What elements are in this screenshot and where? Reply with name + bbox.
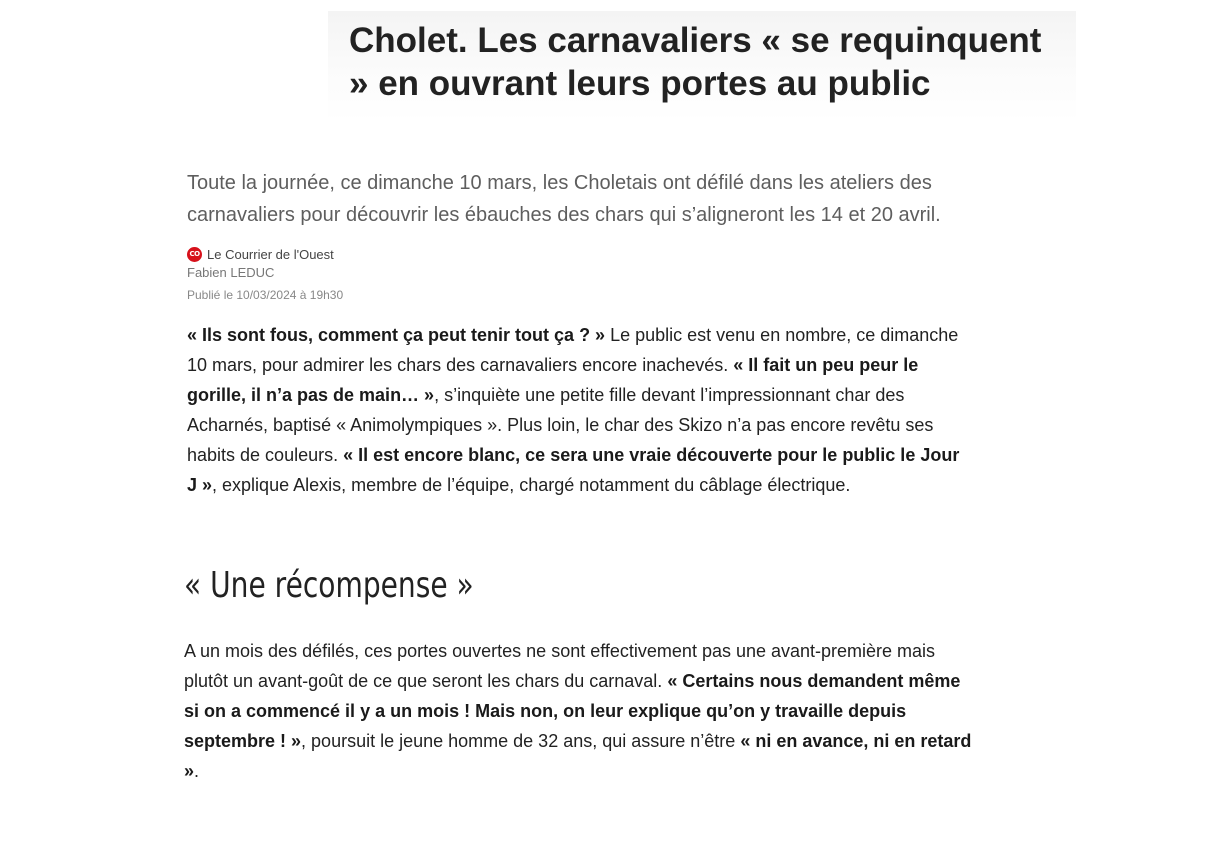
- quote: « Il fait un peu peur le gorille, il n’a pas de main… »: [187, 355, 919, 405]
- paragraph-text: , explique Alexis, membre de l’équipe, chargé notamment du câblage électrique.: [212, 475, 851, 495]
- article-lead: Toute la journée, ce dimanche 10 mars, les Choletais ont défilé dans les ateliers des carnavaliers pour découvrir les ébauches des chars qui s’aligneront les 14 et 20 avril.: [187, 172, 941, 226]
- article-paragraph-1: [187, 320, 972, 500]
- paragraph-text: , s’inquiète une petite fille devant l’impressionnant char des Acharnés, baptisé « Animolympiques ». Plus loin, le char des Skizo n’a pas encore revêtu ses habits de couleurs.: [187, 385, 934, 465]
- publish-date: Publié le 10/03/2024 à 19h30: [187, 288, 344, 302]
- courrier-ouest-logo-icon: CO: [187, 247, 202, 262]
- section-subheading: « Une récompense »: [184, 565, 474, 606]
- quote: « Il est encore blanc, ce sera une vraie découverte pour le public le Jour J »: [187, 445, 960, 495]
- quote: « Certains nous demandent même si on a commencé il y a un mois ! Mais non, on leur explique qu’on y travaille depuis septembre ! »: [184, 671, 961, 751]
- article-meta: [187, 244, 587, 303]
- source-row: [187, 244, 587, 264]
- paragraph-text: A un mois des défilés, ces portes ouvertes ne sont effectivement pas une avant-première mais plutôt un avant-goût de ce que seront les chars du carnaval.: [184, 641, 936, 691]
- paragraph-text: Le public est venu en nombre, ce dimanche 10 mars, pour admirer les chars des carnavaliers encore inachevés.: [187, 325, 959, 375]
- paragraph-text: .: [194, 761, 200, 781]
- source-name[interactable]: Le Courrier de l'Ouest: [207, 246, 334, 262]
- author-name[interactable]: Fabien LEDUC: [187, 265, 275, 280]
- paragraph-text: , poursuit le jeune homme de 32 ans, qui assure n’être: [301, 731, 741, 751]
- article-paragraph-2: [184, 636, 974, 786]
- article-headline: Cholet. Les carnavaliers « se requinquent » en ouvrant leurs portes au public: [349, 21, 1042, 103]
- quote: « Ils sont fous, comment ça peut tenir tout ça ? »: [187, 325, 606, 345]
- quote: « ni en avance, ni en retard »: [184, 731, 972, 781]
